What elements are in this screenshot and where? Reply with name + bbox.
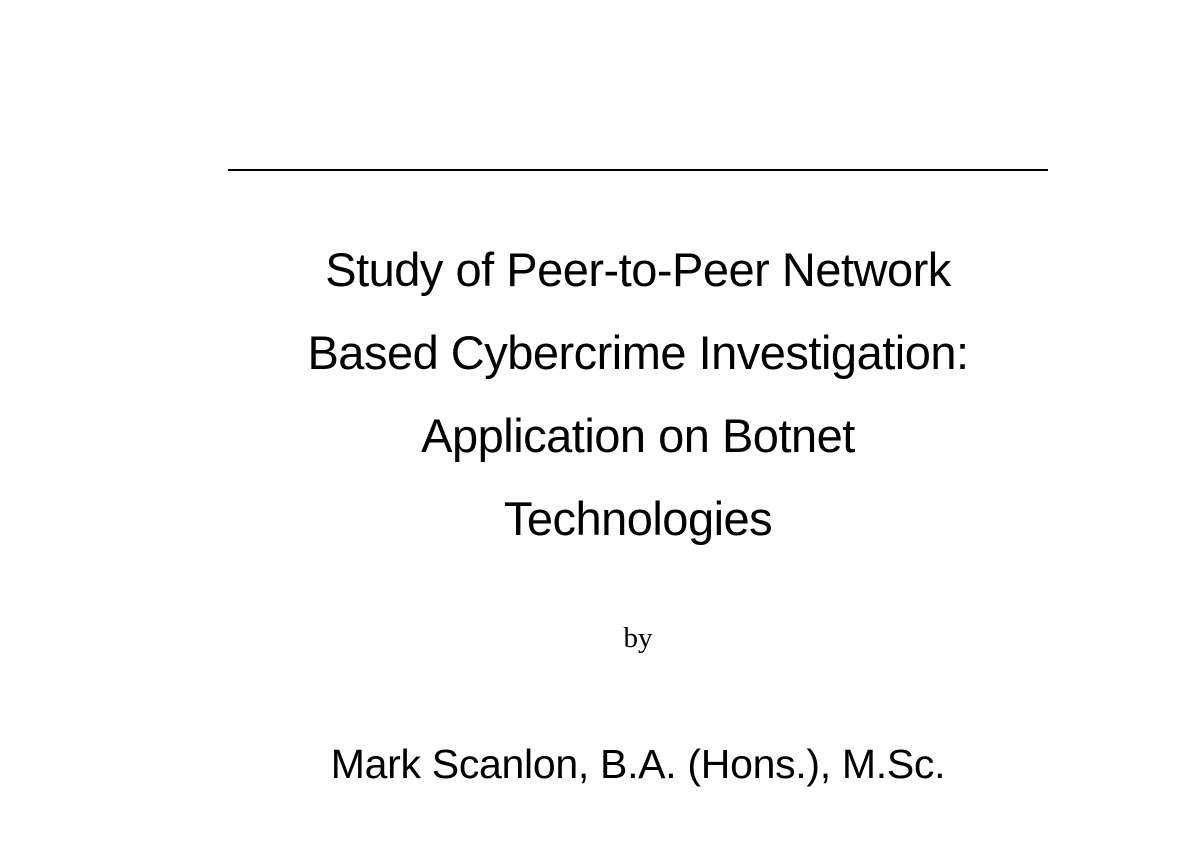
title-line: Technologies [503, 492, 773, 545]
title-line: Study of Peer-to-Peer Network [325, 243, 951, 296]
by-label: by [623, 622, 653, 654]
thesis-title [228, 228, 1048, 560]
author-name: Mark Scanlon, B.A. (Hons.), M.Sc. [330, 741, 946, 787]
title-line: Based Cybercrime Investigation: [307, 326, 969, 379]
top-rule [228, 169, 1048, 171]
title-line: Application on Botnet [421, 409, 855, 462]
